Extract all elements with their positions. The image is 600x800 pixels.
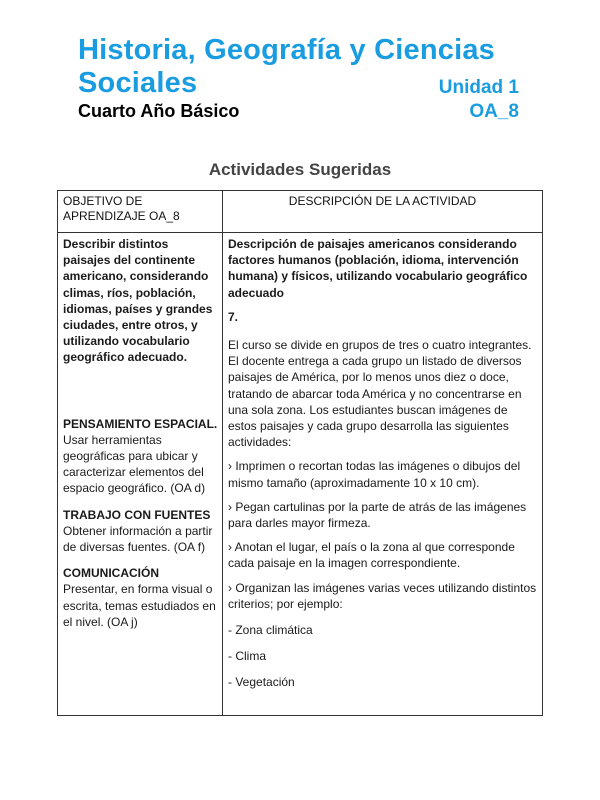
activity-step: › Anotan el lugar, el país o la zona al que corresponde cada paisaje en la imagen correspondiente.: [228, 540, 515, 571]
activity-step: › Imprimen o recortan todas las imágenes o dibujos del mismo tamaño (aproximadamente 10 x 10 cm).: [228, 459, 521, 490]
description-column-header: DESCRIPCIÓN DE LA ACTIVIDAD: [288, 194, 477, 208]
activity-number: 7.: [228, 309, 239, 324]
activity-step: › Organizan las imágenes varias veces utilizando distintos criterios; por ejemplo:: [228, 580, 537, 611]
objective-code: OA_8: [469, 101, 519, 122]
header-divider: [58, 232, 542, 233]
document-title: [78, 34, 495, 100]
skill-sources-title: TRABAJO CON FUENTES: [63, 507, 211, 522]
objective-cell: [63, 236, 219, 630]
skill-sources-text: Obtener información a partir de diversas fuentes. (OA f): [63, 523, 213, 555]
criterion-item: - Zona climática: [228, 623, 313, 638]
skill-communication-title: COMUNICACIÓN: [63, 566, 159, 581]
activity-table: [57, 190, 543, 716]
criterion-item: - Vegetación: [228, 675, 295, 690]
activity-title: Descripción de paisajes americanos considerando factores humanos (población, idioma, intervención humana) y físicos, utilizando vocabulario geográfico adecuado: [228, 237, 528, 300]
objective-column-header: OBJETIVO DE APRENDIZAJE OA_8: [63, 194, 180, 223]
description-cell: [228, 236, 538, 691]
skill-spatial: [63, 416, 219, 497]
activity-step: › Pegan cartulinas por la parte de atrás de las imágenes para darles mayor firmeza.: [228, 499, 527, 531]
section-subtitle: Actividades Sugeridas: [208, 160, 392, 179]
title-line-1: Historia, Geografía y Ciencias: [78, 34, 495, 66]
skill-sources: [63, 507, 219, 556]
grade-label: Cuarto Año Básico: [78, 101, 240, 121]
column-divider: [222, 191, 223, 715]
activity-intro: El curso se divide en grupos de tres o cuatro integrantes. El docente entrega a cada grupo un listado de diversos paisajes de América, por lo menos unos diez o doce, tratando de abarcar toda América y no concentrarse en una sola zona. Los estudiantes buscan imágenes de estos paisajes y cada grupo desarrolla las siguientes actividades:: [228, 338, 532, 450]
title-line-2: Sociales: [78, 67, 198, 99]
skill-spatial-title: PENSAMIENTO ESPACIAL.: [63, 416, 218, 431]
skill-communication: [63, 565, 219, 630]
skill-spatial-text: Usar herramientas geográficas para ubicar y caracterizar elementos del espacio geográfico. (OA d): [63, 432, 206, 496]
skill-communication-text: Presentar, en forma visual o escrita, temas estudiados en el nivel. (OA j): [63, 582, 216, 629]
unit-label: Unidad 1: [438, 77, 519, 98]
objective-text: Describir distintos paisajes del continente americano, considerando climas, ríos, población, idiomas, países y grandes ciudades, entre otros, y utilizando vocabulario geográfico adecuado.: [63, 237, 213, 365]
criterion-item: - Clima: [228, 649, 266, 664]
